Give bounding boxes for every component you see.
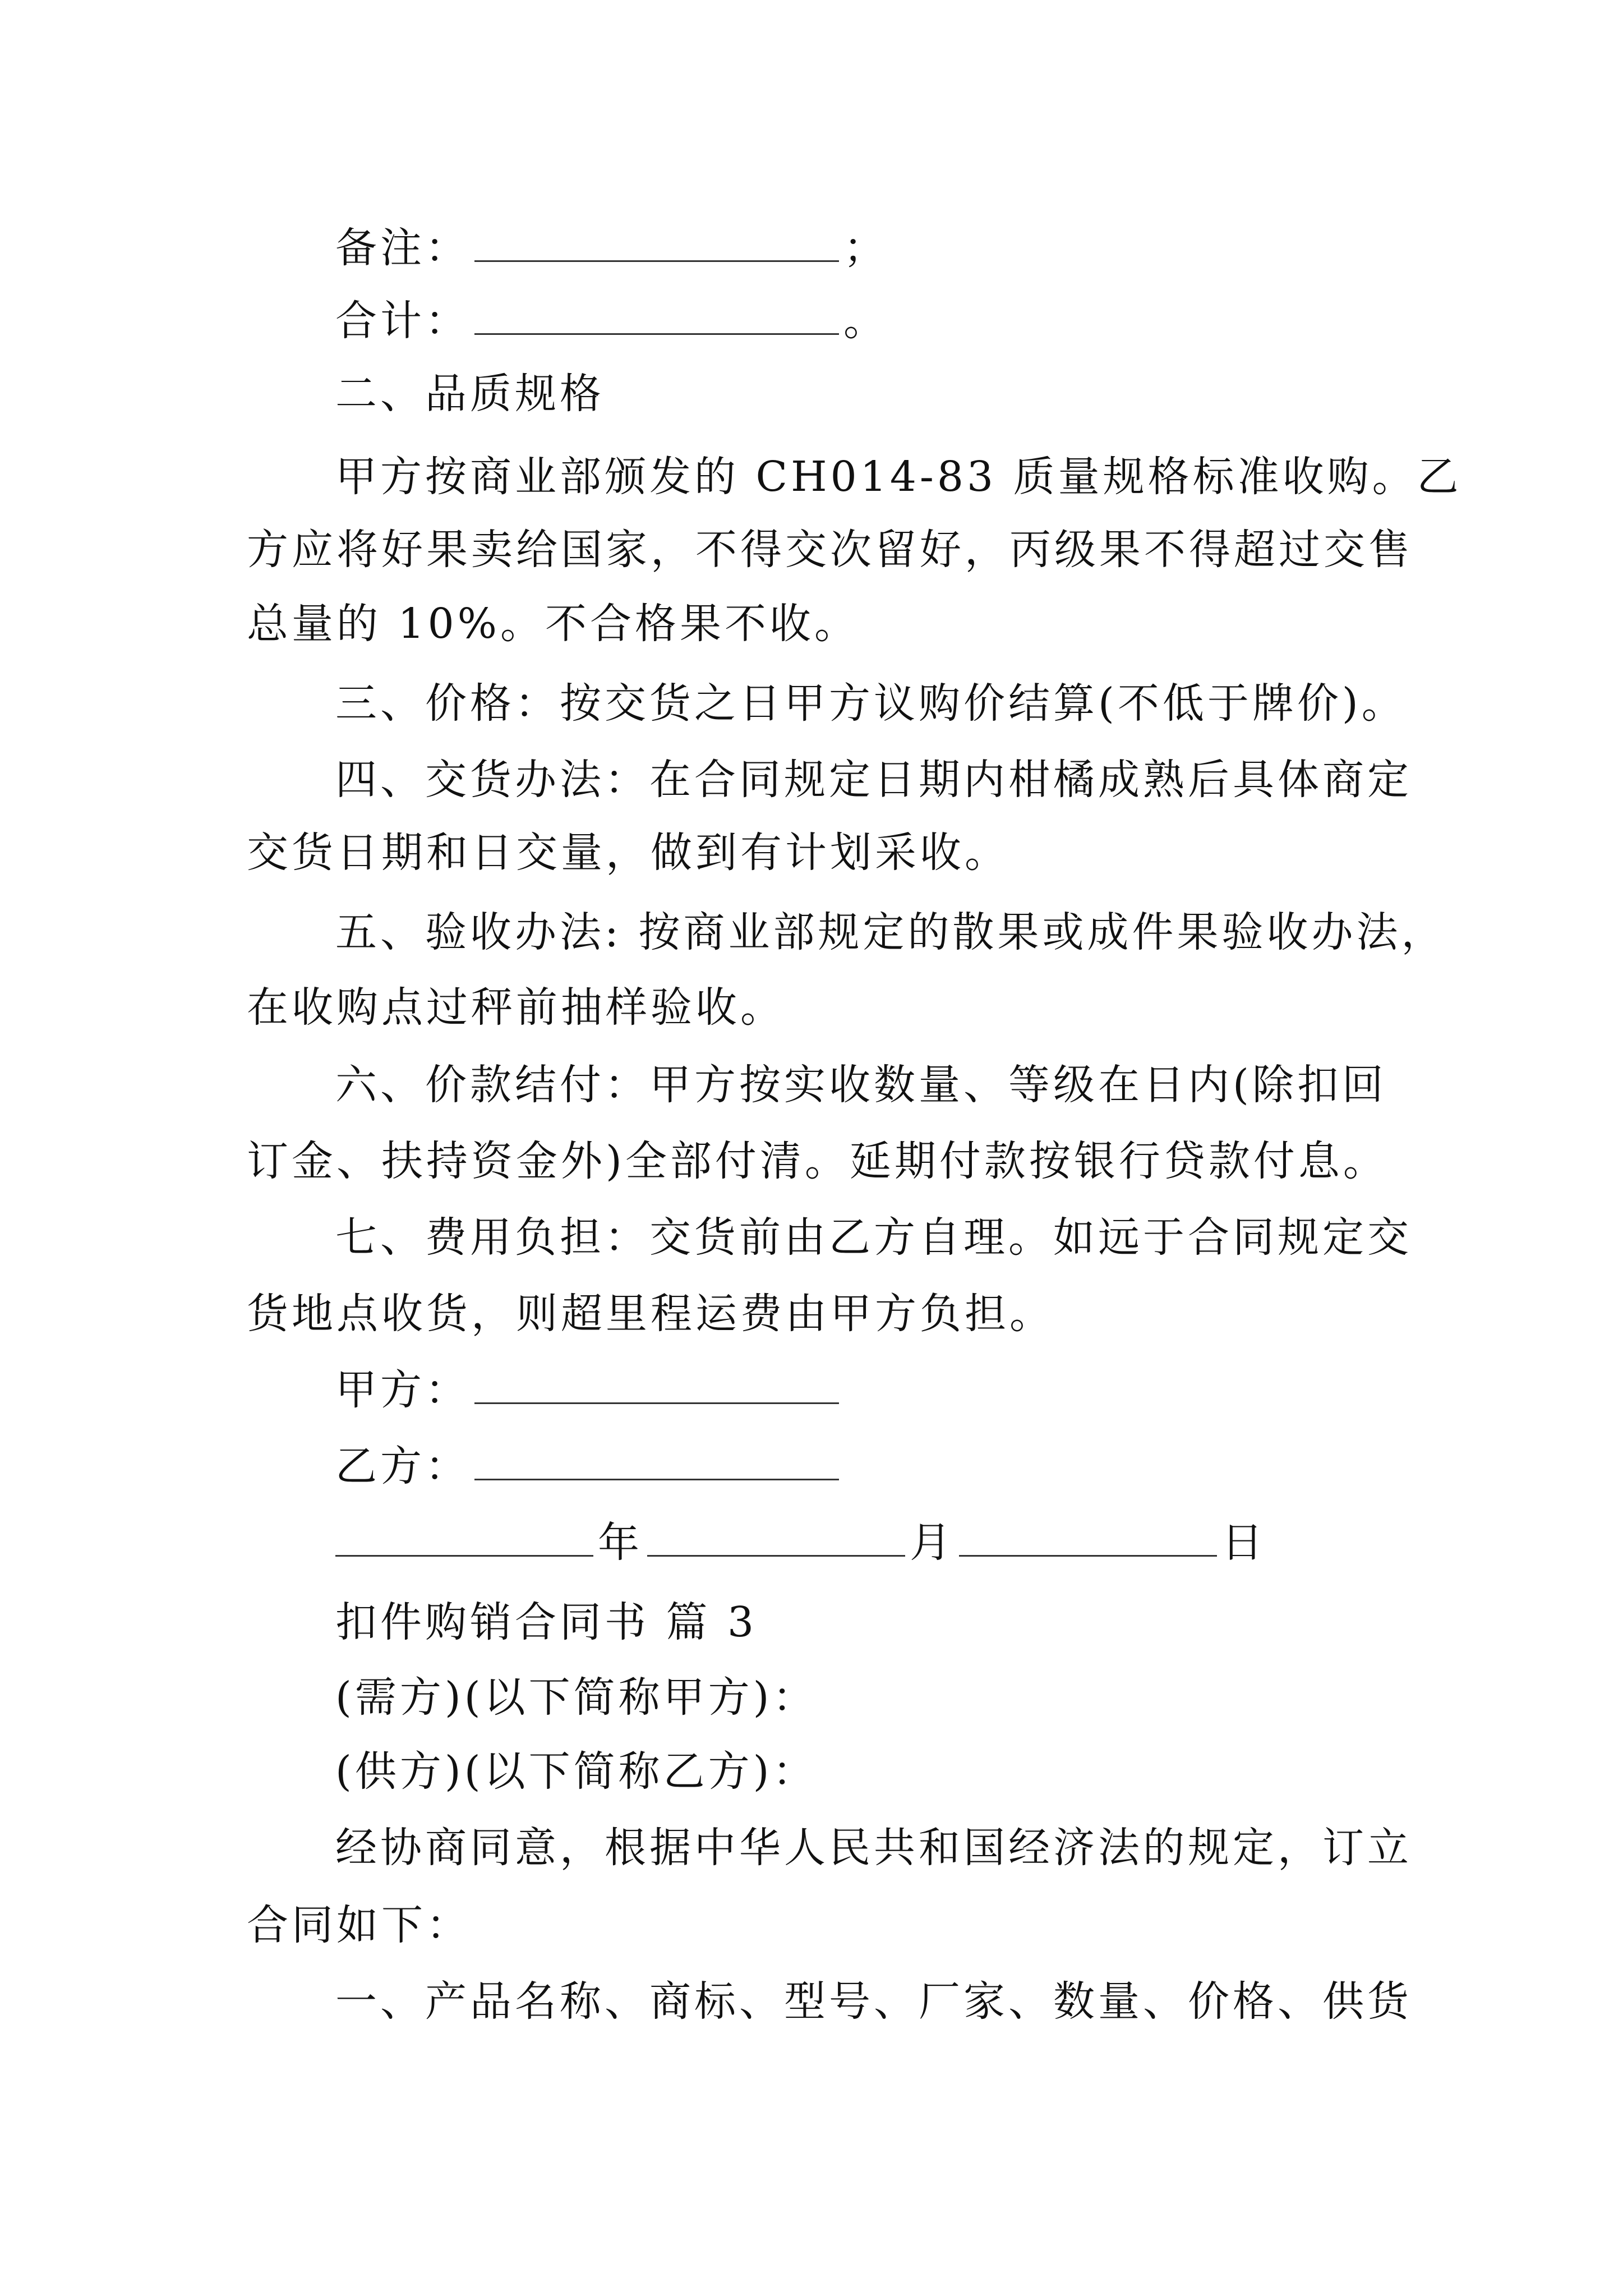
section-5-line-2: 在收购点过秤前抽样验收。 — [247, 983, 785, 1032]
party-a-blank[interactable] — [474, 1368, 839, 1404]
party-a-line — [335, 1362, 843, 1418]
seller-line: (供方)(以下简称乙方)： — [335, 1747, 818, 1796]
intro-line-1: 经协商同意，根据中华人民共和国经济法的规定，订立 — [335, 1824, 1412, 1872]
month-blank[interactable] — [647, 1520, 905, 1557]
year-label: 年 — [598, 1519, 643, 1567]
section-2-line-1: 甲方按商业部颁发的 CH014-83 质量规格标准收购。乙 — [335, 453, 1462, 501]
total-end: 。 — [843, 297, 888, 345]
section-6-line-1: 六、价款结付：甲方按实收数量、等级在日内(除扣回 — [335, 1061, 1387, 1109]
party-b-blank[interactable] — [474, 1444, 839, 1480]
day-blank[interactable] — [959, 1520, 1217, 1557]
section-2-line-3: 总量的 10%。不合格果不收。 — [247, 600, 859, 648]
buyer-line: (需方)(以下简称甲方)： — [335, 1673, 818, 1722]
section-4-line-1: 四、交货办法：在合同规定日期内柑橘成熟后具体商定 — [335, 756, 1412, 804]
total-label: 合计： — [335, 297, 470, 345]
remarks-end: ； — [843, 224, 888, 272]
section-7-line-1: 七、费用负担：交货前由乙方自理。如远于合同规定交 — [335, 1213, 1412, 1262]
party-b-label: 乙方： — [335, 1442, 470, 1490]
remarks-line — [335, 220, 888, 276]
party-a-label: 甲方： — [335, 1366, 470, 1414]
party-b-line — [335, 1438, 843, 1494]
remarks-blank[interactable] — [474, 226, 839, 262]
date-line — [331, 1515, 1266, 1571]
section-3: 三、价格：按交货之日甲方议购价结算(不低于牌价)。 — [335, 679, 1407, 728]
section-7-line-2: 货地点收货，则超里程运费由甲方负担。 — [247, 1290, 1054, 1338]
section-2-line-2: 方应将好果卖给国家，不得交次留好，丙级果不得超过交售 — [247, 526, 1413, 574]
month-label: 月 — [910, 1519, 955, 1567]
section-5-line-1: 五、验收办法: 按商业部规定的散果或成件果验收办法， — [335, 908, 1446, 956]
intro-line-2: 合同如下： — [247, 1901, 471, 1949]
item-1-line: 一、产品名称、商标、型号、厂家、数量、价格、供货 — [335, 1977, 1412, 2026]
contract-3-title: 扣件购销合同书 篇 3 — [335, 1598, 758, 1646]
total-line — [335, 293, 888, 349]
total-blank[interactable] — [474, 298, 839, 335]
day-label: 日 — [1221, 1519, 1266, 1567]
section-6-line-2: 订金、扶持资金外)全部付清。延期付款按银行贷款付息。 — [247, 1137, 1388, 1185]
section-4-line-2: 交货日期和日交量，做到有计划采收。 — [247, 829, 1009, 877]
remarks-label: 备注： — [335, 224, 470, 272]
year-blank[interactable] — [335, 1520, 593, 1557]
section-2-title: 二、品质规格 — [335, 370, 605, 418]
